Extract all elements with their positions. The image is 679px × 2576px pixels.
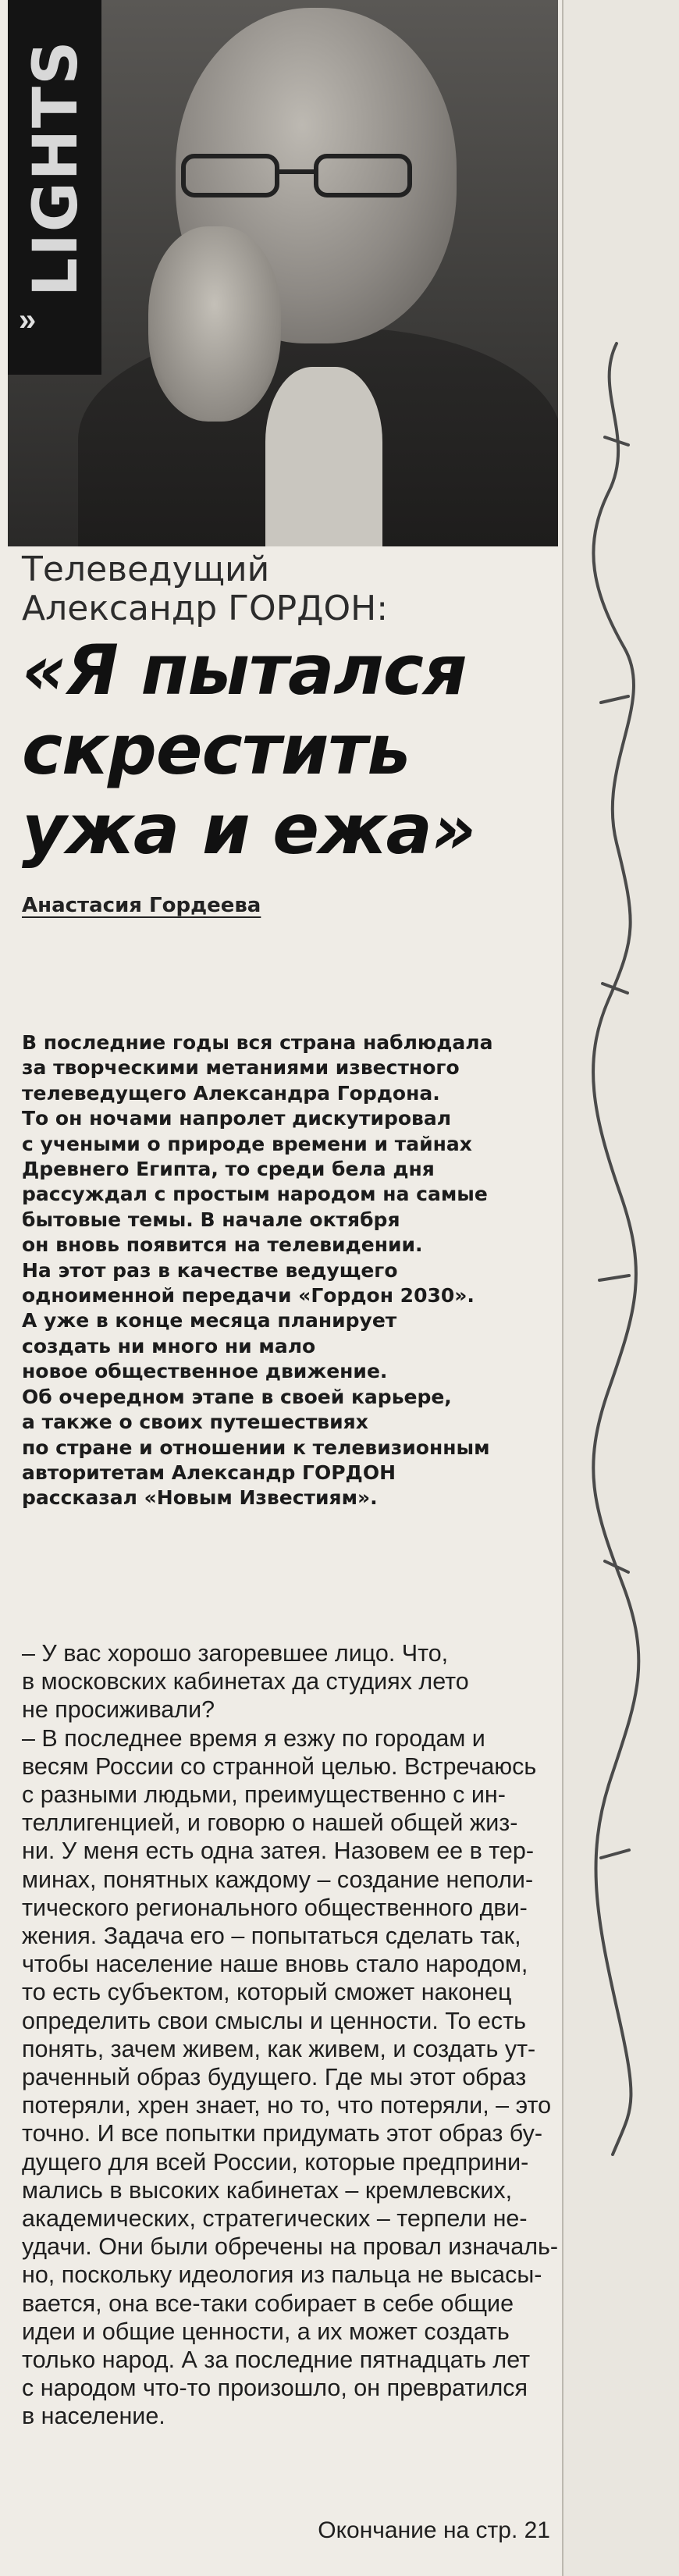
body-line: раченный образ будущего. Где мы этот образ xyxy=(22,2064,527,2091)
body-line: определить свои смыслы и ценности. То есть xyxy=(22,2007,527,2034)
body-line: чтобы население наше вновь стало народом, xyxy=(22,1951,528,1978)
lead-line: по стране и отношении к телевизионным xyxy=(22,1436,490,1459)
lead-line: В последние годы вся страна наблюдала xyxy=(22,1031,493,1054)
body-line: в население. xyxy=(22,2403,165,2430)
body-line: ни. У меня есть одна затея. Назовем ее в тер- xyxy=(22,1838,534,1865)
body-line: дущего для всей России, которые предприни- xyxy=(22,2148,529,2176)
lead-line: А уже в конце месяца планирует xyxy=(22,1309,397,1332)
body-line: точно. И все попытки придумать этот образ бу- xyxy=(22,2120,542,2147)
body-line: теллигенцией, и говорю о нашей общей жиз- xyxy=(22,1809,518,1837)
portrait-photo xyxy=(8,0,558,546)
lead-line: бытовые темы. В начале октября xyxy=(22,1208,400,1231)
lead-paragraph xyxy=(22,1030,553,1511)
body-line: с разными людьми, преимущественно с ин- xyxy=(22,1781,506,1809)
body-line: но, поскольку идеология из пальца не высасы- xyxy=(22,2261,542,2289)
body-line: удачи. Они были обречены на провал изначаль- xyxy=(22,2233,559,2261)
lead-line: То он ночами напролет дискутировал xyxy=(22,1107,452,1130)
section-arrow: » xyxy=(19,303,37,337)
body-line: весям России со странной целью. Встречаюсь xyxy=(22,1752,537,1780)
article-body xyxy=(22,1639,559,2431)
headline-block xyxy=(22,550,553,917)
portrait-shirt xyxy=(265,367,382,546)
lead-line: за творческими метаниями известного xyxy=(22,1056,460,1080)
kicker-line: Телеведущий xyxy=(22,550,270,589)
kicker-line: Александр ГОРДОН: xyxy=(22,589,389,628)
body-line: только народ. А за последние пятнадцать лет xyxy=(22,2347,531,2374)
body-line: то есть субъектом, который сможет наконец xyxy=(22,1979,512,2006)
lead-line: рассказал «Новым Известиям». xyxy=(22,1486,378,1510)
title-line: скрестить xyxy=(22,710,411,790)
body-line: понять, зачем живем, как живем, и создать ут- xyxy=(22,2035,536,2062)
title-line: «Я пытался xyxy=(22,630,467,710)
author-byline: Анастасия Гордеева xyxy=(22,894,261,917)
body-line: идеи и общие ценности, а их может создать xyxy=(22,2318,510,2345)
lead-line: телеведущего Александра Гордона. xyxy=(22,1081,440,1105)
body-line: вается, она все-таки собирает в себе общие xyxy=(22,2290,514,2317)
lead-line: создать ни много ни мало xyxy=(22,1334,316,1357)
body-line: потеряли, хрен знает, но то, что потеряли, – это xyxy=(22,2092,552,2119)
body-line: – У вас хорошо загоревшее лицо. Что, xyxy=(22,1640,449,1667)
body-line: в московских кабинетах да студиях лето xyxy=(22,1668,469,1695)
lead-line: рассуждал с простым народом на самые xyxy=(22,1183,488,1206)
continuation-note: Окончание на стр. 21 xyxy=(318,2517,550,2543)
body-line: академических, стратегических – терпели не- xyxy=(22,2205,528,2233)
lead-line: Об очередном этапе в своей карьере, xyxy=(22,1385,452,1408)
lead-line: а также о своих путешествиях xyxy=(22,1411,368,1434)
handwritten-signature xyxy=(562,297,656,2170)
lead-line: одноименной передачи «Гордон 2030». xyxy=(22,1284,475,1308)
body-line: с народом что-то произошло, он превратился xyxy=(22,2375,528,2402)
lead-line: новое общественное движение. xyxy=(22,1360,388,1383)
body-line: тического регионального общественного дви- xyxy=(22,1894,528,1921)
lead-line: с учеными о природе времени и тайнах xyxy=(22,1132,472,1155)
section-label: LIGHTS xyxy=(21,39,91,297)
body-line: – В последнее время я езжу по городам и xyxy=(22,1724,485,1752)
title-line: ужа и ежа» xyxy=(22,789,476,870)
lead-line: Древнего Египта, то среди бела дня xyxy=(22,1158,435,1181)
body-line: не просиживали? xyxy=(22,1696,215,1724)
body-line: минах, понятных каждому – создание неполи- xyxy=(22,1866,534,1893)
portrait-hand xyxy=(148,226,281,422)
lead-line: он вновь появится на телевидении. xyxy=(22,1233,423,1257)
body-line: мались в высоких кабинетах – кремлевских, xyxy=(22,2176,513,2204)
lead-line: авторитетам Александр ГОРДОН xyxy=(22,1461,396,1484)
lead-line: На этот раз в качестве ведущего xyxy=(22,1258,398,1282)
glasses-icon xyxy=(176,148,425,203)
body-line: жения. Задача его – попытаться сделать так, xyxy=(22,1923,521,1950)
